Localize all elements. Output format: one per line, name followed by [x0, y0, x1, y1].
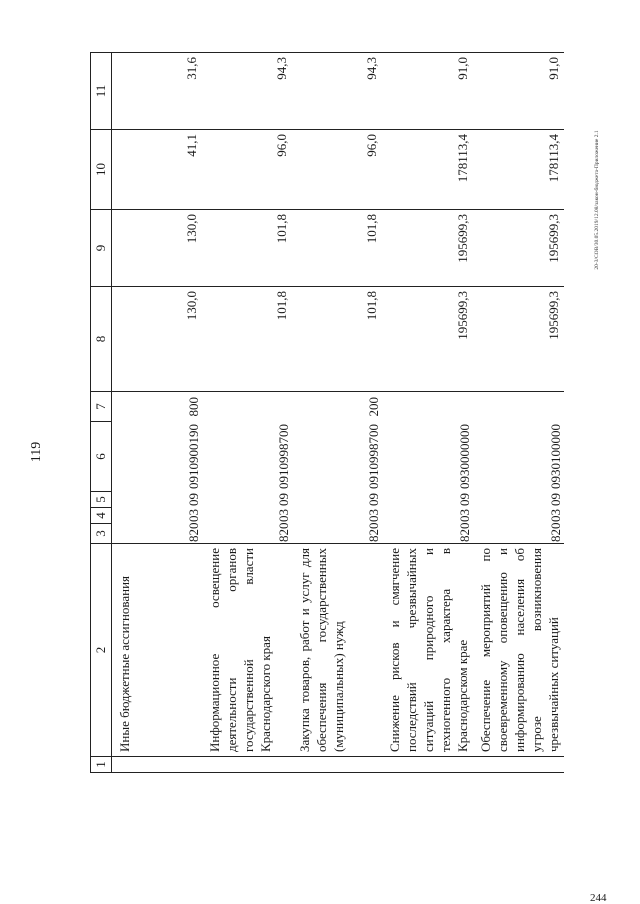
code-csr: 0910900190 — [186, 424, 201, 489]
page-number: 119 — [29, 441, 44, 463]
header-cell: 3 — [91, 524, 112, 544]
header-cell: 10 — [91, 130, 112, 210]
code-rz: 03 — [548, 509, 563, 522]
code-pr: 09 — [457, 493, 472, 506]
value-col8: 195699,3 — [473, 287, 564, 392]
table-row — [292, 53, 382, 773]
value-col11: 91,0 — [382, 53, 473, 130]
header-cell: 8 — [91, 287, 112, 392]
code-vr — [382, 392, 473, 422]
row-name: Информационное освещение деятельности органов государственной власти Краснодарского края — [202, 544, 292, 757]
header-cell: 7 — [91, 392, 112, 422]
value-col9: 101,8 — [202, 210, 292, 287]
code-vr: 200 — [366, 397, 381, 417]
code-vr — [202, 392, 292, 422]
code-rz: 03 — [457, 509, 472, 522]
header-cell: 1 — [91, 757, 112, 773]
code-csr: 0910998700 — [366, 424, 381, 489]
code-rz: 03 — [186, 509, 201, 522]
code-ved: 820 — [548, 522, 563, 542]
value-col11: 94,3 — [292, 53, 382, 130]
code-vr: 800 — [186, 397, 201, 417]
header-cell: 11 — [91, 53, 112, 130]
table-row — [202, 53, 292, 773]
table-wrapper — [90, 53, 626, 773]
table-header-row — [91, 53, 112, 773]
code-pr: 09 — [186, 493, 201, 506]
row-name: Иные бюджетные ассигнования — [112, 544, 203, 757]
value-col9: 195699,3 — [473, 210, 564, 287]
code-ved: 820 — [457, 522, 472, 542]
code-csr: 0910998700 — [276, 424, 291, 489]
header-cell: 2 — [91, 544, 112, 757]
header-cell: 5 — [91, 492, 112, 508]
value-col9: 195699,3 — [382, 210, 473, 287]
code-vr — [473, 392, 564, 422]
code-ved: 820 — [276, 522, 291, 542]
row-name: Снижение рисков и смягчение последствий чрезвычайных ситуаций природного и техногенного характера в Краснодарском крае — [382, 544, 473, 757]
rotated-table-area — [90, 53, 626, 773]
code-pr: 09 — [366, 493, 381, 506]
header-cell: 9 — [91, 210, 112, 287]
value-col11: 94,3 — [202, 53, 292, 130]
code-csr: 0930000000 — [457, 424, 472, 489]
value-col11: 91,0 — [473, 53, 564, 130]
code-pr: 09 — [276, 493, 291, 506]
code-ved: 820 — [366, 522, 381, 542]
code-ved: 820 — [186, 522, 201, 542]
value-col8: 130,0 — [112, 287, 203, 392]
document-code: 20-3/СОВ/30.05.2019/12.08/закон-бюджета-Приложение 2.1 — [594, 130, 600, 270]
value-col8: 101,8 — [202, 287, 292, 392]
header-cell: 4 — [91, 508, 112, 524]
table-row — [382, 53, 473, 773]
value-col9: 101,8 — [292, 210, 382, 287]
value-col8: 101,8 — [292, 287, 382, 392]
table-row — [112, 53, 203, 773]
code-pr: 09 — [548, 493, 563, 506]
value-col8: 195699,3 — [382, 287, 473, 392]
code-rz: 03 — [366, 509, 381, 522]
value-col9: 130,0 — [112, 210, 203, 287]
header-cell: 6 — [91, 422, 112, 492]
code-csr: 0930100000 — [548, 424, 563, 489]
budget-table — [90, 52, 564, 773]
row-name: Закупка товаров, работ и услуг для обеспечения государственных (муниципальных) нужд — [292, 544, 382, 757]
value-col10: 41,1 — [112, 130, 203, 210]
value-col11: 31,6 — [112, 53, 203, 130]
row-name: Обеспечение мероприятий по своевременному оповещению и информированию населения об угрозе возникновения чрезвычайных ситуаций — [473, 544, 564, 757]
value-col10: 178113,4 — [382, 130, 473, 210]
table-row — [473, 53, 564, 773]
code-rz: 03 — [276, 509, 291, 522]
corner-page-number: 244 — [590, 892, 607, 904]
value-col10: 96,0 — [292, 130, 382, 210]
value-col10: 178113,4 — [473, 130, 564, 210]
value-col10: 96,0 — [202, 130, 292, 210]
